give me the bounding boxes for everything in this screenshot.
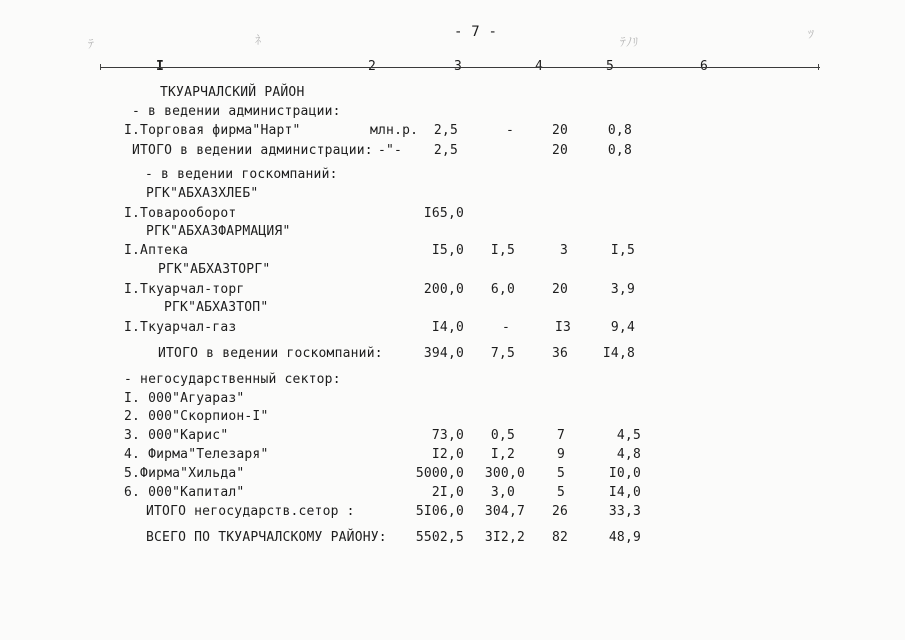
value-col6: 3,9 — [610, 282, 635, 297]
faint-mark: ﾈ — [255, 33, 262, 47]
company-heading: РГК"АБХАЗТОРГ" — [158, 262, 271, 277]
value-col4: - — [501, 320, 510, 335]
row-name: I.Ткуарчал-газ — [124, 320, 237, 335]
faint-mark: ﾂ — [808, 27, 815, 41]
row-name: 4. Фирма"Телезаря" — [124, 447, 269, 462]
column-header-6: 6 — [700, 59, 709, 74]
value-col4: 0,5 — [490, 428, 515, 443]
value-col6: I4,8 — [602, 346, 635, 361]
company-heading: РГК"АБХАЗТОП" — [164, 300, 269, 315]
unit-cell: -"- — [378, 143, 403, 158]
value-col4: I,2 — [490, 447, 515, 462]
value-col5: 5 — [556, 485, 565, 500]
rule-tick — [100, 64, 101, 70]
company-heading: РГК"АБХАЗФАРМАЦИЯ" — [146, 224, 291, 239]
row-name: 2. 000"Скорпион-I" — [124, 409, 269, 424]
value-col3: 73,0 — [431, 428, 464, 443]
value-col6: 0,8 — [607, 143, 632, 158]
value-col4: I,5 — [490, 243, 515, 258]
header-rule — [100, 67, 820, 68]
column-header-1: I — [156, 59, 165, 74]
value-col6: 33,3 — [608, 504, 641, 519]
value-col4: - — [505, 123, 514, 138]
value-col5: 26 — [551, 504, 568, 519]
value-col5: 3 — [559, 243, 568, 258]
value-col3: 2,5 — [433, 123, 458, 138]
value-col5: 5 — [556, 466, 565, 481]
section-heading: - в ведении администрации: — [132, 104, 341, 119]
value-col3: 2I,0 — [431, 485, 464, 500]
row-name: 3. 000"Карис" — [124, 428, 229, 443]
value-col5: 20 — [551, 143, 568, 158]
value-col3: I65,0 — [423, 206, 464, 221]
value-col6: I,5 — [610, 243, 635, 258]
column-header-2: 2 — [368, 59, 377, 74]
section-heading: - в ведении госкомпаний: — [145, 167, 338, 182]
company-heading: РГК"АБХАЗХЛЕБ" — [146, 186, 259, 201]
row-name: ИТОГО в ведении администрации: — [132, 143, 373, 158]
value-col3: 5000,0 — [415, 466, 464, 481]
value-col6: I0,0 — [608, 466, 641, 481]
row-name: ИТОГО в ведении госкомпаний: — [158, 346, 383, 361]
row-name: I.Товарооборот — [124, 206, 237, 221]
value-col6: 0,8 — [607, 123, 632, 138]
faint-mark: ﾃ — [88, 37, 95, 51]
value-col5: 20 — [551, 282, 568, 297]
value-col3: 5502,5 — [415, 530, 464, 545]
row-name: ИТОГО негосударств.сетор : — [146, 504, 355, 519]
column-header-3: 3 — [454, 59, 463, 74]
row-name: I. 000"Агуараз" — [124, 391, 245, 406]
value-col3: 5I06,0 — [415, 504, 464, 519]
value-col5: 36 — [551, 346, 568, 361]
row-name: 5.Фирма"Хильда" — [124, 466, 245, 481]
value-col6: 4,8 — [616, 447, 641, 462]
value-col5: 7 — [556, 428, 565, 443]
value-col3: I4,0 — [431, 320, 464, 335]
value-col6: I4,0 — [608, 485, 641, 500]
row-name: I.Аптека — [124, 243, 189, 258]
district-title: ТКУАРЧАЛСКИЙ РАЙОН — [160, 85, 305, 100]
unit-cell: млн.р. — [370, 123, 419, 138]
row-name: 6. 000"Капитал" — [124, 485, 245, 500]
value-col3: 394,0 — [423, 346, 464, 361]
value-col3: 200,0 — [423, 282, 464, 297]
value-col5: 20 — [551, 123, 568, 138]
value-col4: 6,0 — [490, 282, 515, 297]
section-heading: - негосударственный сектор: — [124, 372, 341, 387]
column-header-5: 5 — [606, 59, 615, 74]
rule-tick — [818, 64, 819, 70]
value-col3: 2,5 — [433, 143, 458, 158]
value-col3: I2,0 — [431, 447, 464, 462]
value-col4: 3,0 — [490, 485, 515, 500]
value-col4: 7,5 — [490, 346, 515, 361]
value-col4: 304,7 — [484, 504, 525, 519]
value-col6: 48,9 — [608, 530, 641, 545]
page-number: - 7 - — [454, 24, 498, 40]
column-header-4: 4 — [535, 59, 544, 74]
value-col6: 9,4 — [610, 320, 635, 335]
value-col5: 82 — [551, 530, 568, 545]
value-col4: 3I2,2 — [484, 530, 525, 545]
value-col5: 9 — [556, 447, 565, 462]
row-name: I.Ткуарчал-торг — [124, 282, 245, 297]
value-col4: 300,0 — [484, 466, 525, 481]
value-col5: I3 — [554, 320, 571, 335]
row-name: ВСЕГО ПО ТКУАРЧАЛСКОМУ РАЙОНУ: — [146, 530, 387, 545]
faint-mark: ﾃﾉﾘ — [620, 35, 639, 49]
value-col6: 4,5 — [616, 428, 641, 443]
value-col3: I5,0 — [431, 243, 464, 258]
row-name: I.Торговая фирма"Нарт" — [124, 123, 301, 138]
